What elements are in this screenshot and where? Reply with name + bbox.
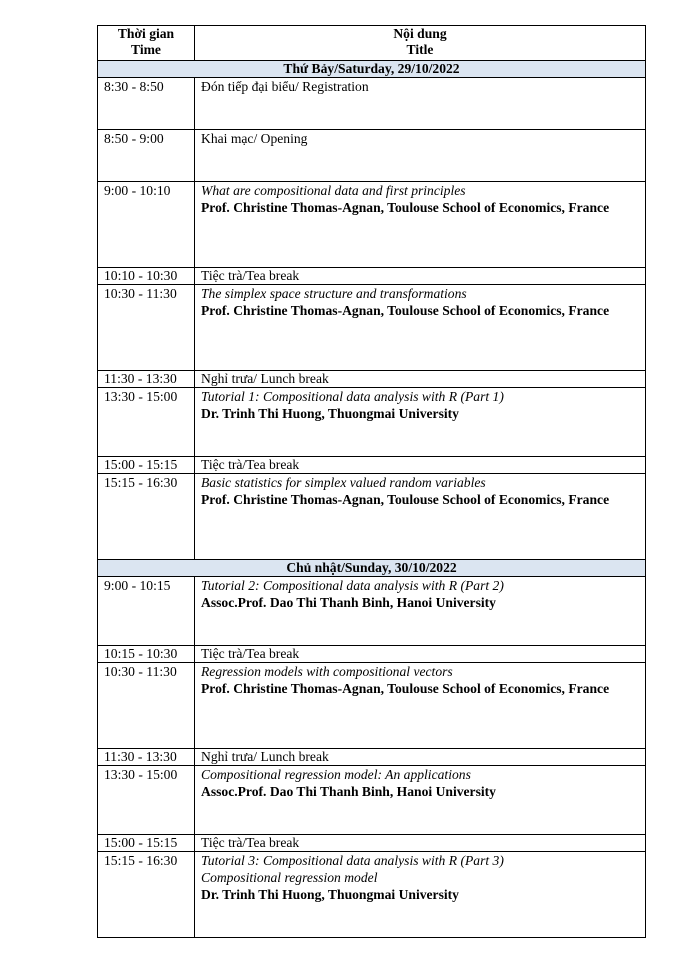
time-cell: 15:15 - 16:30 — [98, 474, 195, 560]
time-column-header — [98, 26, 195, 61]
content-header-vn: Nội dung — [393, 26, 447, 41]
content-cell — [195, 852, 646, 938]
content-cell — [195, 388, 646, 457]
time-cell: 15:15 - 16:30 — [98, 852, 195, 938]
content-cell — [195, 663, 646, 749]
time-cell: 8:30 - 8:50 — [98, 78, 195, 130]
time-cell: 10:30 - 11:30 — [98, 285, 195, 371]
time-cell: 15:00 - 15:15 — [98, 457, 195, 474]
speaker: Assoc.Prof. Dao Thi Thanh Binh, Hanoi University — [201, 784, 496, 799]
time-cell: 15:00 - 15:15 — [98, 835, 195, 852]
content-cell — [195, 182, 646, 268]
session-title: Tutorial 2: Compositional data analysis with R (Part 2) — [201, 578, 504, 593]
table-row — [98, 388, 646, 457]
table-row — [98, 835, 646, 852]
content-cell: Đón tiếp đại biểu/ Registration — [195, 78, 646, 130]
session-title: Tutorial 1: Compositional data analysis with R (Part 1) — [201, 389, 504, 404]
time-cell: 10:10 - 10:30 — [98, 268, 195, 285]
table-row — [98, 663, 646, 749]
time-cell: 13:30 - 15:00 — [98, 388, 195, 457]
speaker: Assoc.Prof. Dao Thi Thanh Binh, Hanoi University — [201, 595, 496, 610]
time-cell: 13:30 - 15:00 — [98, 766, 195, 835]
content-cell: Tiệc trà/Tea break — [195, 835, 646, 852]
content-cell: Tiệc trà/Tea break — [195, 268, 646, 285]
content-cell — [195, 766, 646, 835]
content-cell: Nghỉ trưa/ Lunch break — [195, 749, 646, 766]
time-cell: 11:30 - 13:30 — [98, 749, 195, 766]
table-row — [98, 182, 646, 268]
time-cell: 11:30 - 13:30 — [98, 371, 195, 388]
content-cell — [195, 577, 646, 646]
content-header-en: Title — [406, 42, 434, 57]
table-row — [98, 852, 646, 938]
content-cell — [195, 285, 646, 371]
table-row — [98, 749, 646, 766]
speaker: Dr. Trinh Thi Huong, Thuongmai University — [201, 406, 459, 421]
table-row — [98, 577, 646, 646]
speaker: Prof. Christine Thomas-Agnan, Toulouse School of Economics, France — [201, 200, 610, 215]
time-cell: 10:30 - 11:30 — [98, 663, 195, 749]
table-row — [98, 285, 646, 371]
table-row — [98, 646, 646, 663]
content-cell: Tiệc trà/Tea break — [195, 646, 646, 663]
session-title: Compositional regression model: An applications — [201, 767, 471, 782]
session-subtitle: Compositional regression model — [201, 870, 378, 885]
time-cell: 8:50 - 9:00 — [98, 130, 195, 182]
schedule-table — [97, 25, 646, 938]
speaker: Prof. Christine Thomas-Agnan, Toulouse School of Economics, France — [201, 492, 610, 507]
session-title: Basic statistics for simplex valued random variables — [201, 475, 486, 490]
session-title: The simplex space structure and transformations — [201, 286, 467, 301]
session-title: Regression models with compositional vectors — [201, 664, 453, 679]
session-title: Tutorial 3: Compositional data analysis with R (Part 3) — [201, 853, 504, 868]
session-title: What are compositional data and first principles — [201, 183, 466, 198]
speaker: Dr. Trinh Thi Huong, Thuongmai University — [201, 887, 459, 902]
time-header-en: Time — [131, 42, 161, 57]
day-header-saturday — [98, 61, 646, 78]
day-header-sunday — [98, 560, 646, 577]
time-cell: 9:00 - 10:15 — [98, 577, 195, 646]
table-header-row — [98, 26, 646, 61]
table-row — [98, 130, 646, 182]
speaker: Prof. Christine Thomas-Agnan, Toulouse School of Economics, France — [201, 681, 610, 696]
table-row — [98, 268, 646, 285]
table-row — [98, 474, 646, 560]
table-row — [98, 766, 646, 835]
time-cell: 9:00 - 10:10 — [98, 182, 195, 268]
content-cell: Tiệc trà/Tea break — [195, 457, 646, 474]
content-cell: Khai mạc/ Opening — [195, 130, 646, 182]
content-cell — [195, 474, 646, 560]
day-label: Thứ Bảy/Saturday, 29/10/2022 — [98, 61, 646, 78]
content-column-header — [195, 26, 646, 61]
table-row — [98, 78, 646, 130]
content-cell: Nghỉ trưa/ Lunch break — [195, 371, 646, 388]
speaker: Prof. Christine Thomas-Agnan, Toulouse School of Economics, France — [201, 303, 610, 318]
day-label: Chủ nhật/Sunday, 30/10/2022 — [98, 560, 646, 577]
table-row — [98, 457, 646, 474]
time-header-vn: Thời gian — [117, 26, 175, 41]
table-row — [98, 371, 646, 388]
time-cell: 10:15 - 10:30 — [98, 646, 195, 663]
